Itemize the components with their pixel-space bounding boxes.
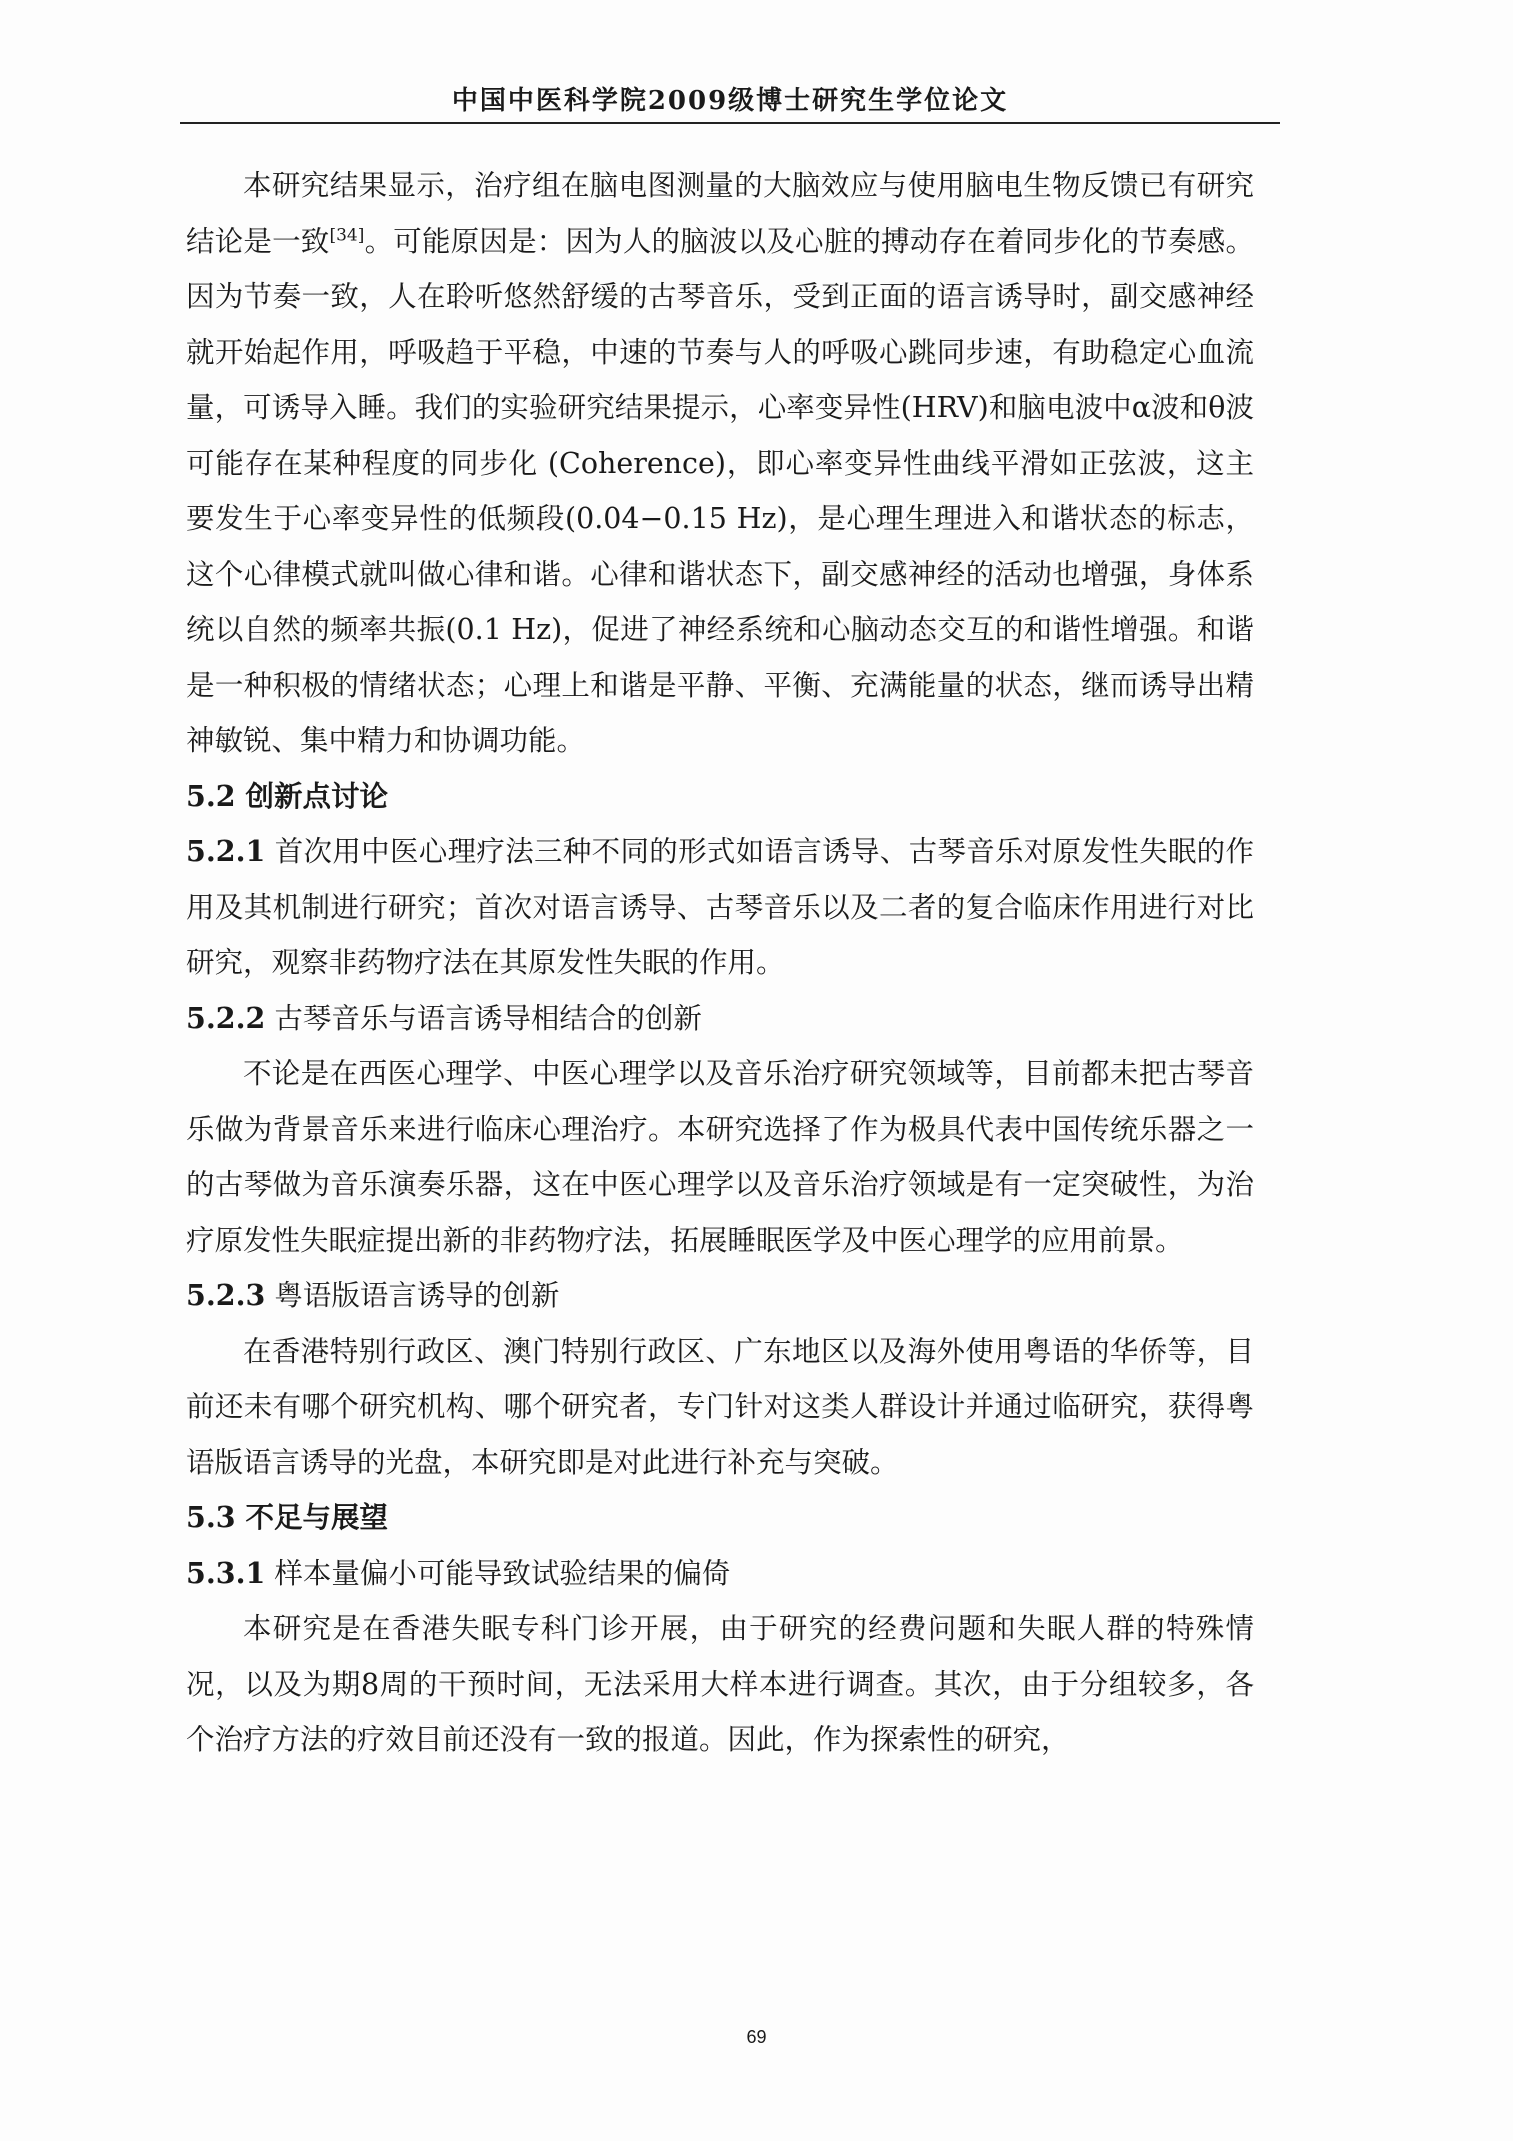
running-header: 中国中医科学院2009级博士研究生学位论文 bbox=[451, 86, 1009, 116]
page-number: 69 bbox=[746, 2027, 767, 2047]
subsection-5-2-1 bbox=[186, 824, 1254, 991]
subsection-title: 粤语版语言诱导的创新 bbox=[265, 1279, 560, 1312]
paragraph-results-part-a: 本研究结果显示，治疗组在脑电图测量的大脑效应与使用脑电生物反馈已有研究结论是一致 bbox=[186, 169, 1254, 258]
paragraph-5-2-2: 不论是在西医心理学、中医心理学以及音乐治疗研究领域等，目前都未把古琴音乐做为背景音乐来进行临床心理治疗。本研究选择了作为极具代表中国传统乐器之一的古琴做为音乐演奏乐器，这在中医心理学以及音乐治疗领域是有一定突破性，为治疗原发性失眠症提出新的非药物疗法，拓展睡眠医学及中医心理学的应用前景。 bbox=[186, 1057, 1254, 1257]
section-heading-5-2: 5.2 创新点讨论 bbox=[186, 778, 389, 813]
paragraph-5-2-3: 在香港特别行政区、澳门特别行政区、广东地区以及海外使用粤语的华侨等，目前还未有哪个研究机构、哪个研究者，专门针对这类人群设计并通过临研究，获得粤语版语言诱导的光盘，本研究即是对此进行补充与突破。 bbox=[186, 1334, 1254, 1479]
subsection-heading-5-2-2 bbox=[186, 991, 1254, 1047]
paragraph-results-part-b: 。可能原因是：因为人的脑波以及心脏的搏动存在着同步化的节奏感。因为节奏一致，人在聆听悠然舒缓的古琴音乐，受到正面的语言诱导时，副交感神经就开始起作用，呼吸趋于平稳，中速的节奏与人的呼吸心跳同步速，有助稳定心血流量，可诱导入睡。我们的实验研究结果提示，心率变异性(HRV)和脑电波中α波和θ波可能存在某种程度的同步化 (Coherence)，即心率变异性曲线平滑如正弦波，这主要发生于心率变异性的低频段(0.04−0.15 Hz)，是心理生理进入和谐状态的标志，这个心律模式就叫做心律和谐。心律和谐状态下，副交感神经的活动也增强，身体系统以自然的频率共振(0.1 Hz)，促进了神经系统和心脑动态交互的和谐性增强。和谐是一种积极的情绪状态；心理上和谐是平静、平衡、充满能量的状态，继而诱导出精神敏锐、集中精力和协调功能。 bbox=[186, 224, 1254, 757]
subsection-number: 5.2.2 bbox=[186, 1000, 266, 1035]
subsection-text: 首次用中医心理疗法三种不同的形式如语言诱导、古琴音乐对原发性失眠的作用及其机制进行研究；首次对语言诱导、古琴音乐以及二者的复合临床作用进行对比研究，观察非药物疗法在其原发性失眠的作用。 bbox=[186, 835, 1254, 979]
header-rule bbox=[180, 122, 1280, 124]
subsection-title: 古琴音乐与语言诱导相结合的创新 bbox=[265, 1001, 702, 1035]
paragraph-results bbox=[186, 158, 1254, 769]
subsection-number: 5.2.3 bbox=[186, 1278, 266, 1312]
paragraph-5-3-1: 本研究是在香港失眠专科门诊开展，由于研究的经费问题和失眠人群的特殊情况，以及为期8周的干预时间，无法采用大样本进行调查。其次，由于分组较多，各个治疗方法的疗效目前还没有一致的报道。因此，作为探索性的研究， bbox=[186, 1612, 1254, 1756]
subsection-heading-5-2-3 bbox=[186, 1268, 1254, 1324]
section-heading-5-3: 5.3 不足与展望 bbox=[186, 1500, 389, 1534]
subsection-title: 样本量偏小可能导致试验结果的偏倚 bbox=[265, 1556, 731, 1590]
citation-34: [34] bbox=[329, 225, 365, 245]
page-content bbox=[186, 158, 1254, 1768]
subsection-number: 5.2.1 bbox=[186, 834, 266, 868]
subsection-heading-5-3-1 bbox=[186, 1546, 1254, 1602]
subsection-number: 5.3.1 bbox=[186, 1555, 266, 1590]
